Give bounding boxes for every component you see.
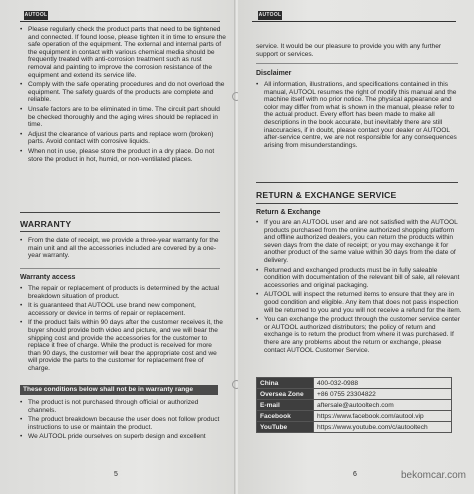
contact-table	[256, 377, 452, 433]
continued-text: service. It would be our pleasure to provide you with any further support or services.	[256, 43, 442, 58]
return-exchange-heading: RETURN & EXCHANGE SERVICE	[256, 190, 397, 200]
section-divider	[20, 212, 220, 213]
list-item: • Returned and exchanged products must be in fully saleable condition with documentation of the relevant bill of sale, all relevant accessories and original packaging.	[256, 267, 462, 290]
disclaimer-heading: Disclaimer	[256, 70, 292, 77]
autool-logo-right: AUTOOL	[258, 12, 282, 18]
contact-value: aftersale@autooltech.com	[314, 400, 452, 411]
return-exchange-subheading: Return & Exchange	[256, 209, 321, 216]
sub-divider	[256, 63, 458, 64]
list-item: • Unsafe factors are to be eliminated in time. The circuit part should be checked thoroughly and the aging wires should be replaced in time.	[20, 106, 226, 129]
no-warranty-list	[20, 399, 226, 443]
contact-label: China	[257, 378, 314, 389]
table-row	[257, 400, 452, 411]
list-item: • If you are an AUTOOL user and are not satisfied with the AUTOOL products purchased from the online authorized shopping platform and offline authorized dealers, you can return the products within seven days from the date of receipt; or you may exchange it for another product of the same value within 30 days from the date of delivery.	[256, 219, 462, 265]
list-item: • If the product fails within 90 days after the customer receives it, the buyer should provide both video and picture, and we will bear the shipping cost and provide the accessories for the customer to replace it free of charge. While the product is received for more than 90 days, the customer will bear the appropriate cost and we will provide the parts to the customer for replacement free of charge.	[20, 319, 226, 372]
contact-label: Facebook	[257, 411, 314, 422]
header-rule-left	[20, 12, 220, 22]
table-row	[257, 389, 452, 400]
section-divider	[20, 231, 220, 232]
header-rule-right	[252, 12, 456, 22]
contact-value: https://www.facebook.com/autool.vip	[314, 411, 452, 422]
list-item: • You can exchange the product through the customer service center or AUTOOL authorized distributors; the policy of return and exchange is to return the product from where it was purchased. If there are any problems about the return or exchange, please contact AUTOOL Customer Service.	[256, 316, 462, 354]
table-row	[257, 378, 452, 389]
list-item: • All information, illustrations, and specifications contained in this manual, AUTOOL resumes the right of modify this manual and the machine itself with no prior notice. The physical appearance and color may differ from what is shown in the manual, please refer to the actual product. Every effort has been made to make all descriptions in the book accurate, but inevitably there are still inaccuracies, if in doubt, please contact your dealer or AUTOOL after-service centre, we are not responsible for any consequences arising from misunderstandings.	[256, 81, 462, 149]
left-page	[0, 0, 236, 494]
warranty-list	[20, 237, 226, 262]
table-row	[257, 422, 452, 433]
return-exchange-list	[256, 219, 462, 356]
sub-divider	[20, 268, 220, 269]
contact-value: https://www.youtube.com/c/autooltech	[314, 422, 452, 433]
warranty-access-heading: Warranty access	[20, 274, 76, 281]
contact-label: Oversea Zone	[257, 389, 314, 400]
list-item: • The repair or replacement of products is determined by the actual breakdown situation of product.	[20, 285, 226, 300]
list-item: • From the date of receipt, we provide a three-year warranty for the main unit and all the accessories included are covered by a one-year warranty.	[20, 237, 226, 260]
list-item: • The product is not purchased through official or authorized channels.	[20, 399, 226, 414]
contact-value: +86 0755 23304822	[314, 389, 452, 400]
list-item: • Adjust the clearance of various parts and replace worn (broken) parts. Avoid contact with corrosive liquids.	[20, 131, 226, 146]
disclaimer-list	[256, 81, 462, 151]
section-divider	[256, 203, 458, 204]
list-item: • Please regularly check the product parts that need to be tightened and connected. If found loose, please tighten it in time to ensure the safe operation of the equipment. The external and internal parts of the equipment in contact with various chemical media should be frequently treated with anti-corrosion treatment such as rust removal and painting to improve the corrosion resistance of the equipment and extend its service life.	[20, 26, 226, 79]
list-item: • AUTOOL will inspect the returned items to ensure that they are in good condition and eligible. Any item that does not pass inspection will be returned to you and you will not receive a refund for the item.	[256, 291, 462, 314]
warranty-heading: WARRANTY	[20, 219, 72, 229]
warranty-access-list	[20, 285, 226, 375]
list-item: • Comply with the safe operating procedures and do not overload the equipment. The safety guards of the products are complete and reliable.	[20, 81, 226, 104]
no-warranty-banner: These conditions below shall not be in warranty range	[20, 385, 218, 395]
page-number-right: 6	[353, 471, 357, 478]
list-item: • It is guaranteed that AUTOOL use brand new component, accessory or device in terms of repair or replacement.	[20, 302, 226, 317]
autool-logo-left: AUTOOL	[24, 12, 48, 18]
list-item: • The product breakdown because the user does not follow product instructions to use or maintain the product.	[20, 416, 226, 431]
right-page	[238, 0, 474, 494]
section-divider	[256, 182, 458, 183]
table-row	[257, 411, 452, 422]
contact-value: 400-032-0988	[314, 378, 452, 389]
contact-label: E-mail	[257, 400, 314, 411]
page-number-left: 5	[114, 471, 118, 478]
watermark: bekomcar.com	[400, 470, 466, 481]
maintenance-list	[20, 26, 226, 165]
list-item: • When not in use, please store the product in a dry place. Do not store the product in hot, humid, or non-ventilated places.	[20, 148, 226, 163]
list-item: • We AUTOOL pride ourselves on superb design and excellent	[20, 433, 226, 441]
contact-label: YouTube	[257, 422, 314, 433]
